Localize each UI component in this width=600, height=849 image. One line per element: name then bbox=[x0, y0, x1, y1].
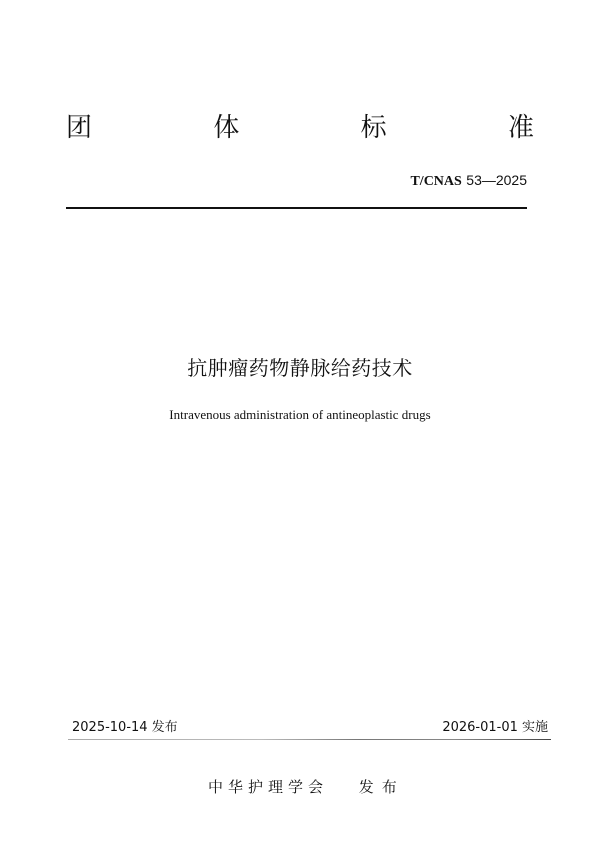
standard-type-heading bbox=[66, 111, 534, 145]
document-title-english: Intravenous administration of antineoplastic drugs bbox=[169, 407, 431, 422]
standard-type-char: 准 bbox=[507, 113, 534, 143]
standard-code bbox=[410, 171, 527, 191]
standard-type-char: 团 bbox=[66, 113, 93, 143]
document-title-chinese: 抗肿瘤药物静脉给药技术 bbox=[187, 356, 413, 380]
bottom-divider bbox=[68, 739, 551, 740]
publisher-action: 发布 bbox=[358, 778, 405, 796]
standard-type-char: 标 bbox=[360, 113, 387, 143]
publisher-organization: 中华护理学会 bbox=[208, 778, 329, 796]
publish-date: 2025-10-14 发布 bbox=[72, 720, 178, 735]
standard-type-char: 体 bbox=[213, 113, 240, 143]
standard-code-number: 53—2025 bbox=[466, 172, 527, 188]
standard-code-prefix: T/CNAS bbox=[410, 174, 462, 189]
top-divider bbox=[66, 207, 527, 209]
effective-date: 2026-01-01 实施 bbox=[442, 720, 548, 735]
publisher-line bbox=[208, 777, 405, 797]
